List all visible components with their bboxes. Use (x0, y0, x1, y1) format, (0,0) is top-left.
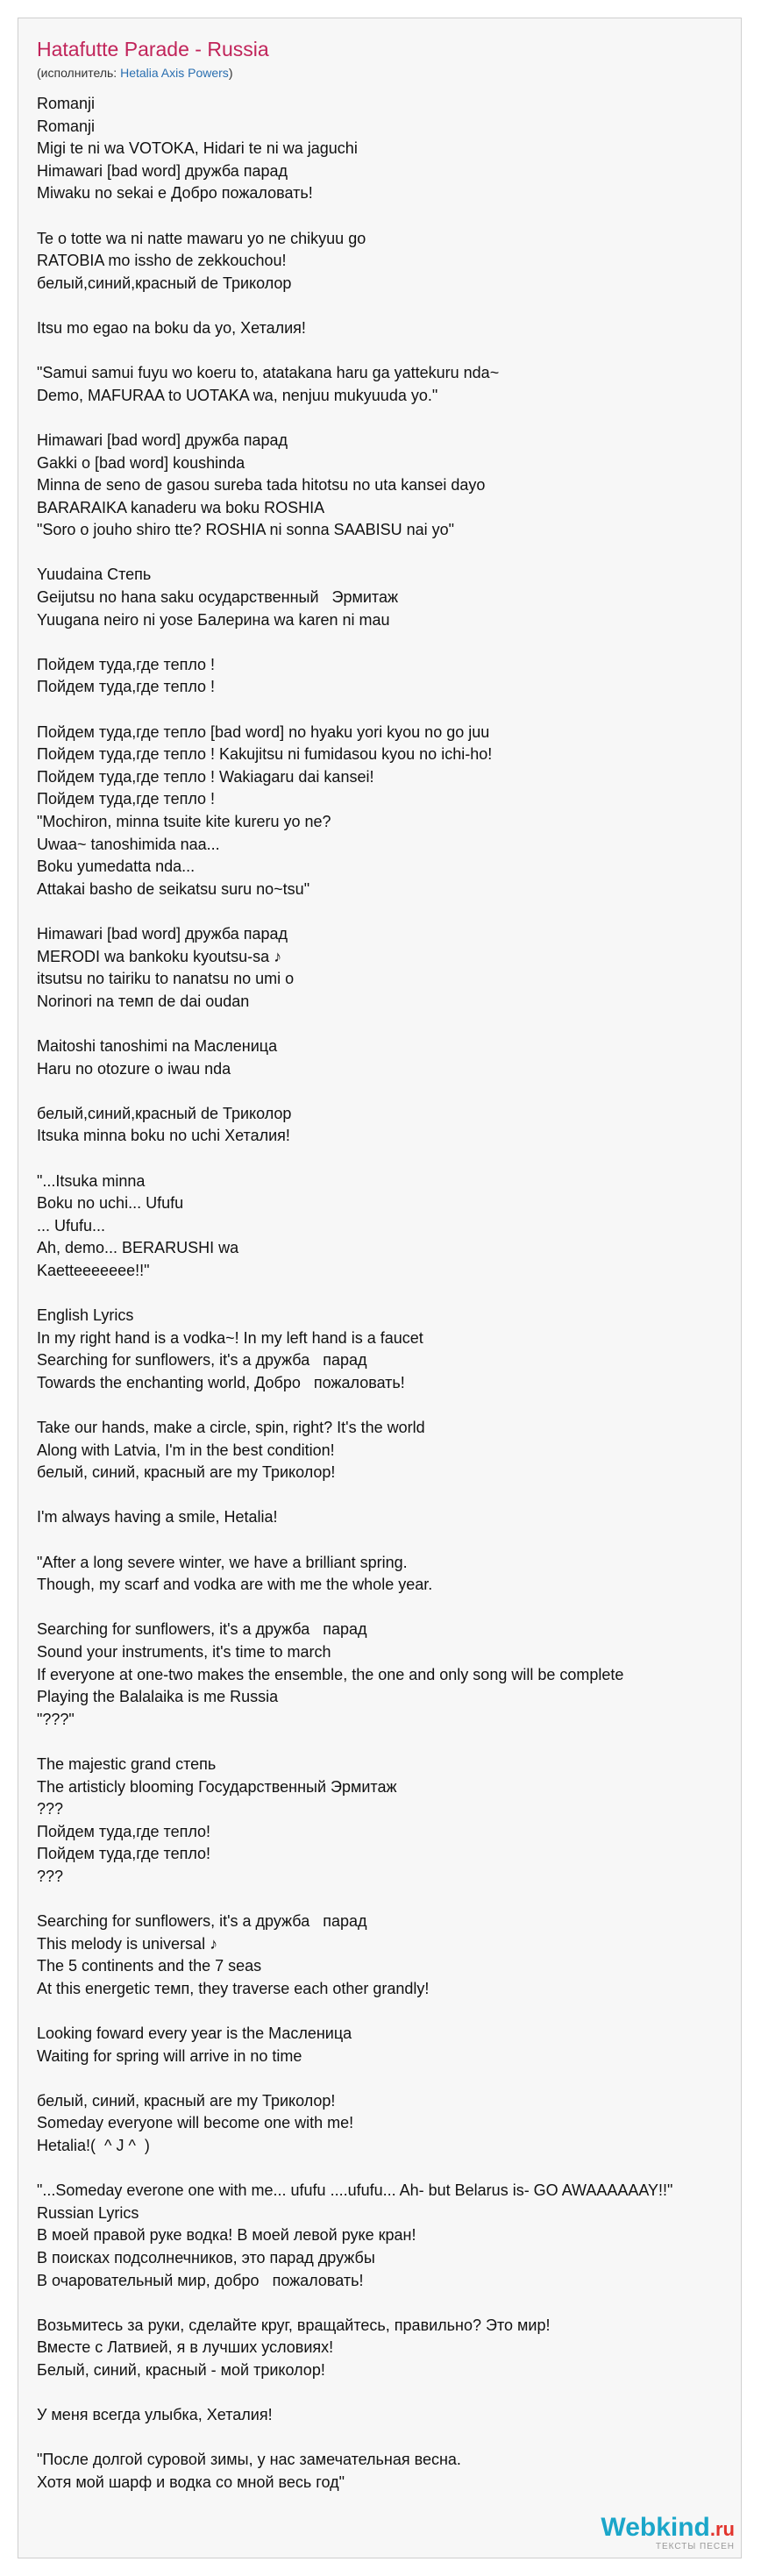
lyric-line: Пойдем туда,где тепло ! (37, 678, 216, 696)
lyric-blank-line (37, 340, 738, 363)
song-header (37, 37, 269, 81)
lyric-line: I'm always having a smile, Hetalia! (37, 1508, 278, 1526)
lyric-line: At this energetic темп, they traverse each other grandly! (37, 1979, 430, 1997)
lyric-line: Demo, MAFURAA to UOTAKA wa, nenjuu mukyuuda yo." (37, 386, 438, 404)
lyric-line: Waiting for spring will arrive in no time (37, 2046, 302, 2065)
lyric-blank-line (37, 1889, 738, 1911)
lyric-line: Himawari [bad word] дружба парад (37, 924, 288, 943)
lyric-line: Russian Lyrics (37, 2203, 139, 2222)
lyric-line: белый, синий, красный are my Триколор! (37, 2091, 336, 2110)
lyric-line: Возьмитесь за руки, сделайте круг, вращайтесь, правильно? Это мир! (37, 2316, 551, 2334)
lyric-line: Though, my scarf and vodka are with me the whole year. (37, 1576, 433, 1594)
lyric-line: Himawari [bad word] дружба парад (37, 431, 288, 449)
lyric-line: белый, синий, красный are my Триколор! (37, 1463, 336, 1482)
lyric-blank-line (37, 900, 738, 923)
lyric-line: Пойдем туда,где тепло! (37, 1845, 211, 1863)
lyric-line: English Lyrics (37, 1306, 134, 1325)
lyric-line: Белый, синий, красный - мой триколор! (37, 2360, 325, 2379)
lyric-line: Вместе с Латвией, я в лучших условиях! (37, 2338, 334, 2357)
lyric-line: Пойдем туда,где тепло ! (37, 790, 216, 808)
lyric-blank-line (37, 699, 738, 722)
lyric-blank-line (37, 2427, 738, 2450)
lyric-line: The 5 continents and the 7 seas (37, 1957, 262, 1975)
lyric-line: BARARAIKA kanaderu wa boku ROSHIA (37, 498, 325, 516)
lyric-line: В поисках подсолнечников, это парад дружбы (37, 2249, 375, 2266)
lyric-line: "???" (37, 1710, 75, 1728)
lyric-line: Looking foward every year is the Масленица (37, 2025, 352, 2043)
lyric-blank-line (37, 205, 738, 228)
lyric-line: Пойдем туда,где тепло [bad word] no hyaku yori kyou no go juu (37, 722, 490, 741)
lyric-line: Searching for sunflowers, it's a дружба парад (37, 1351, 367, 1370)
lyric-line: Minna de seno de gasou sureba tada hitotsu no uta kansei dayo (37, 476, 486, 495)
lyric-line: Пойдем туда,где тепло ! Wakiagaru dai kansei! (37, 767, 374, 786)
lyric-line: RATOBIA mo issho de zekkouchou! (37, 252, 287, 270)
artist-link[interactable]: Hetalia Axis Powers (120, 66, 229, 80)
lyric-line: Gakki o [bad word] koushinda (37, 453, 245, 472)
lyric-line: Boku yumedatta nda... (37, 857, 196, 876)
lyric-blank-line (37, 407, 738, 430)
lyric-blank-line (37, 1080, 738, 1103)
lyric-blank-line (37, 1597, 738, 1619)
lyric-line: Someday everyone will become one with me! (37, 2114, 354, 2132)
lyric-line: Searching for sunflowers, it's a дружба парад (37, 1912, 367, 1931)
lyric-blank-line (37, 1394, 738, 1417)
lyric-line: ??? (37, 1867, 64, 1885)
lyric-line: Attakai basho de seikatsu suru no~tsu" (37, 879, 310, 898)
lyric-blank-line (37, 631, 738, 654)
lyric-blank-line (37, 2158, 738, 2181)
lyric-line: Haru no otozure o iwau nda (37, 1059, 231, 1078)
lyric-line: Romanji (37, 95, 96, 112)
artist-byline (37, 65, 269, 81)
lyric-line: "Soro o jouho shiro tte? ROSHIA ni sonna SAABISU nai yo" (37, 521, 455, 539)
byline-prefix: (исполнитель: (37, 66, 121, 80)
lyric-line: Kaetteeeeeee!!" (37, 1261, 150, 1279)
logo-tagline: ТЕКСТЫ ПЕСЕН (655, 2542, 735, 2551)
lyric-line: ... Ufufu... (37, 1216, 106, 1235)
lyric-line: itsutsu no tairiku to nanatsu no umi o (37, 970, 295, 988)
lyric-line: Miwaku no sekai e Добро пожаловать! (37, 184, 313, 203)
lyric-blank-line (37, 1484, 738, 1507)
logo-tld: .ru (709, 2518, 735, 2540)
lyric-line: Hetalia!( ^ J ^ ) (37, 2137, 150, 2155)
lyric-blank-line (37, 1529, 738, 1552)
lyrics-body (37, 93, 738, 2494)
lyric-line: "...Someday everone one with me... ufufu ....ufufu... Ah- but Belarus is- GO AWAAAAAAY!!" (37, 2181, 673, 2200)
lyric-line: Хотя мой шарф и водка со мной весь год" (37, 2473, 345, 2491)
lyric-line: Te o totte wa ni natte mawaru yo ne chikyuu go (37, 229, 366, 247)
lyric-line: Itsuka minna boku no uchi Хеталия! (37, 1127, 290, 1145)
site-logo[interactable] (601, 2514, 735, 2551)
lyric-blank-line (37, 1282, 738, 1305)
lyric-line: Himawari [bad word] дружба парад (37, 161, 288, 180)
lyric-line: Boku no uchi... Ufufu (37, 1194, 184, 1213)
lyric-blank-line (37, 1013, 738, 1035)
lyric-line: If everyone at one-two makes the ensemble, the one and only song will be complete (37, 1665, 624, 1683)
lyric-line: Sound your instruments, it's time to march (37, 1642, 331, 1661)
lyric-line: Yuugana neiro ni yose Балерина wa karen ni mau (37, 610, 390, 629)
lyric-line: Along with Latvia, I'm in the best condition! (37, 1441, 335, 1459)
byline-suffix: ) (228, 66, 233, 80)
lyric-line: Yuudaina Степь (37, 566, 152, 584)
lyric-line: Migi te ni wa VOTOKA, Hidari te ni wa jaguchi (37, 139, 358, 158)
lyric-line: "After a long severe winter, we have a brilliant spring. (37, 1553, 408, 1571)
lyric-line: Geijutsu no hana saku осударственный Эрмитаж (37, 588, 399, 607)
song-title: Hatafutte Parade - Russia (37, 38, 269, 60)
lyric-blank-line (37, 2382, 738, 2405)
lyric-line: В моей правой руке водка! В моей левой руке кран! (37, 2226, 416, 2245)
lyric-line: Itsu mo egao na boku da yo, Хеталия! (37, 318, 306, 337)
lyric-line: Пойдем туда,где тепло! (37, 1822, 211, 1840)
lyric-line: In my right hand is a vodka~! In my left hand is a faucet (37, 1328, 423, 1347)
lyric-blank-line (37, 2067, 738, 2090)
lyric-blank-line (37, 1148, 738, 1171)
logo-name: Webkind (601, 2513, 710, 2542)
lyric-line: Take our hands, make a circle, spin, right? It's the world (37, 1419, 425, 1437)
lyric-blank-line (37, 1731, 738, 1754)
lyric-line: Searching for sunflowers, it's a дружба парад (37, 1620, 367, 1639)
lyric-line: белый,синий,красный de Триколор (37, 1104, 292, 1122)
lyric-line: В очаровательный мир, добро пожаловать! (37, 2271, 364, 2289)
lyric-line: Uwaa~ tanoshimida naa... (37, 835, 220, 853)
lyric-line: "После долгой суровой зимы, у нас замечательная весна. (37, 2451, 461, 2469)
lyric-line: MERODI wa bankoku kyoutsu-sa ♪ (37, 947, 282, 965)
lyric-line: Towards the enchanting world, Добро пожаловать! (37, 1373, 405, 1391)
lyric-blank-line (37, 2000, 738, 2023)
lyric-line: Norinori na темп de dai oudan (37, 992, 250, 1010)
lyric-line: Playing the Balalaika is me Russia (37, 1688, 279, 1706)
lyric-blank-line (37, 2292, 738, 2315)
lyric-line: У меня всегда улыбка, Хеталия! (37, 2406, 273, 2424)
lyric-line: "Samui samui fuyu wo koeru to, atatakana haru ga yattekuru nda~ (37, 364, 500, 382)
lyric-line: "...Itsuka minna (37, 1171, 146, 1190)
lyric-line: "Mochiron, minna tsuite kite kureru yo ne? (37, 813, 331, 830)
lyric-line: белый,синий,красный de Триколор (37, 274, 292, 292)
lyric-line: Пойдем туда,где тепло ! Kakujitsu ni fumidasou kyou no ichi-ho! (37, 745, 493, 764)
lyric-line: ??? (37, 1800, 64, 1818)
lyric-line: The artisticly blooming Государственный Эрмитаж (37, 1777, 397, 1796)
lyric-line: Ah, demo... BERARUSHI wa (37, 1239, 239, 1257)
lyric-line: Maitoshi tanoshimi na Масленица (37, 1036, 278, 1055)
lyric-line: This melody is universal ♪ (37, 1934, 218, 1953)
lyric-blank-line (37, 542, 738, 565)
lyric-line: Romanji (37, 117, 96, 135)
lyric-blank-line (37, 295, 738, 317)
lyric-line: Пойдем туда,где тепло ! (37, 655, 216, 673)
lyric-line: The majestic grand степь (37, 1754, 217, 1773)
